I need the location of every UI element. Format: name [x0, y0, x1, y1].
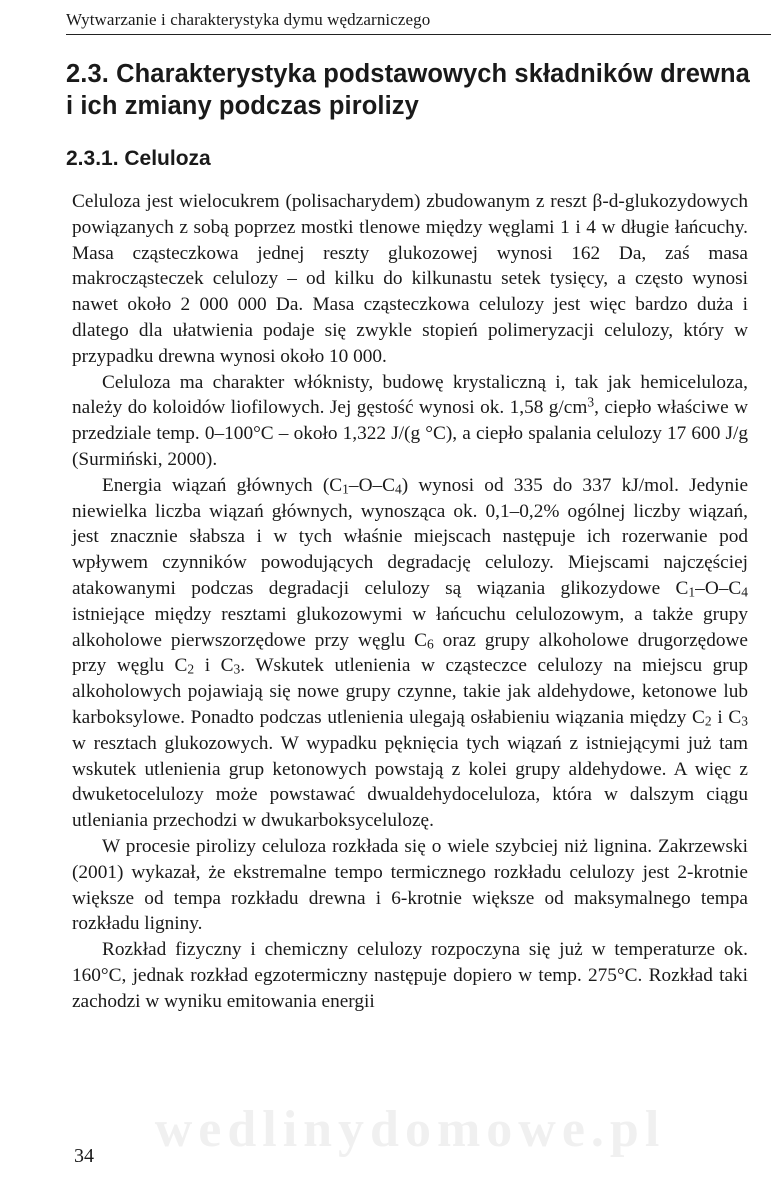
subsection-heading: 2.3.1. Celuloza [66, 147, 211, 170]
watermark: wedlinydomowe.pl [154, 1101, 666, 1158]
paragraph-4: W procesie pirolizy celuloza rozkłada się o wiele szybciej niż lignina. Zakrzewski (2001) wykazał, że ekstremalne tempo termicznego rozkładu celulozy jest 2-krotnie większe od tempa rozkładu drewna i 6-krotnie większe od maksymalnego tempa rozkładu ligniny. [72, 835, 748, 935]
page-number: 34 [74, 1145, 94, 1167]
header-rule [66, 34, 771, 35]
body-text [72, 189, 748, 1015]
section-heading: 2.3. Charakterystyka podstawowych składników drewna i ich zmiany podczas pirolizy [66, 60, 750, 120]
paragraph-3: Energia wiązań głównych $(C_1-O-C_4)$ wynosi od 335 do 337 kJ/mol. Jedynie niewielka liczba wiązań głównych, wynosząca ok. 0,1–0,2% ogólnej liczby wiązań, jest znacznie słabsza i w tych właśnie miejscach następuje ich rozerwanie pod wpływem czynników powodujących degradację celulozy. Miejscami najczęściej atakowanymi podczas degradacji celulozy są wiązania glikozydowe $C_1-O-C_4$ istniejące między resztami glukozowymi w łańcuchu celulozowym, a także grupy alkoholowe pierwszorzędowe przy węglu $C_6$ oraz grupy alkoholowe drugorzędowe przy węglu $C_2$ i $C_3$. Wskutek utlenienia w cząsteczce celulozy na miejscu grup alkoholowych pojawiają się nowe grupy czynne, takie jak aldehydowe, ketonowe lub karboksylowe. Ponadto podczas utlenienia ulegają osłabieniu wiązania między $C_2$ i $C_3$ w resztach glukozowych. W wypadku pęknięcia tych wiązań z istniejącymi już tam wskutek utlenienia grup ketonowych powstają z kolei grupy aldehydowe. A więc z dwuketocelulozy może powstawać dwualdehydoceluloza, która w dalszym ciągu utleniania przechodzi w dwukarboksycelulozę. [72, 474, 749, 832]
paragraph-2: Celuloza ma charakter włóknisty, budowę krystaliczną i, tak jak hemiceluloza, należy do koloidów liofilowych. Jej gęstość wynosi ok. 1,58 $g/cm^3$, ciepło właściwe w przedziale temp. 0–100°C – około 1,322 J/(g °C), a ciepło spalania celulozy 17 600 J/g (Surmiński, 2000). [72, 371, 748, 470]
paragraph-5: Rozkład fizyczny i chemiczny celulozy rozpoczyna się już w temperaturze ok. 160°C, jednak rozkład egzotermiczny następuje dopiero w temp. 275°C. Rozkład taki zachodzi w wyniku emitowania energii [72, 939, 748, 1012]
paragraph-1: Celuloza jest wielocukrem (polisacharydem) zbudowanym z reszt β-d-glukozydowych powiązanych z sobą poprzez mostki tlenowe między węglami 1 i 4 w długie łańcuchy. Masa cząsteczkowa jednej reszty glukozowej wynosi 162 Da, zaś masa makrocząsteczek celulozy – od kilku do kilkunastu setek tysięcy, a często wynosi nawet około 2 000 000 Da. Masa cząsteczkowa celulozy jest więc bardzo duża i dlatego dla ułatwienia podaje się zwykle stopień polimeryzacji celulozy, który w przypadku drewna wynosi około 10 000. [72, 191, 748, 367]
running-header: Wytwarzanie i charakterystyka dymu wędzarniczego [66, 10, 431, 29]
